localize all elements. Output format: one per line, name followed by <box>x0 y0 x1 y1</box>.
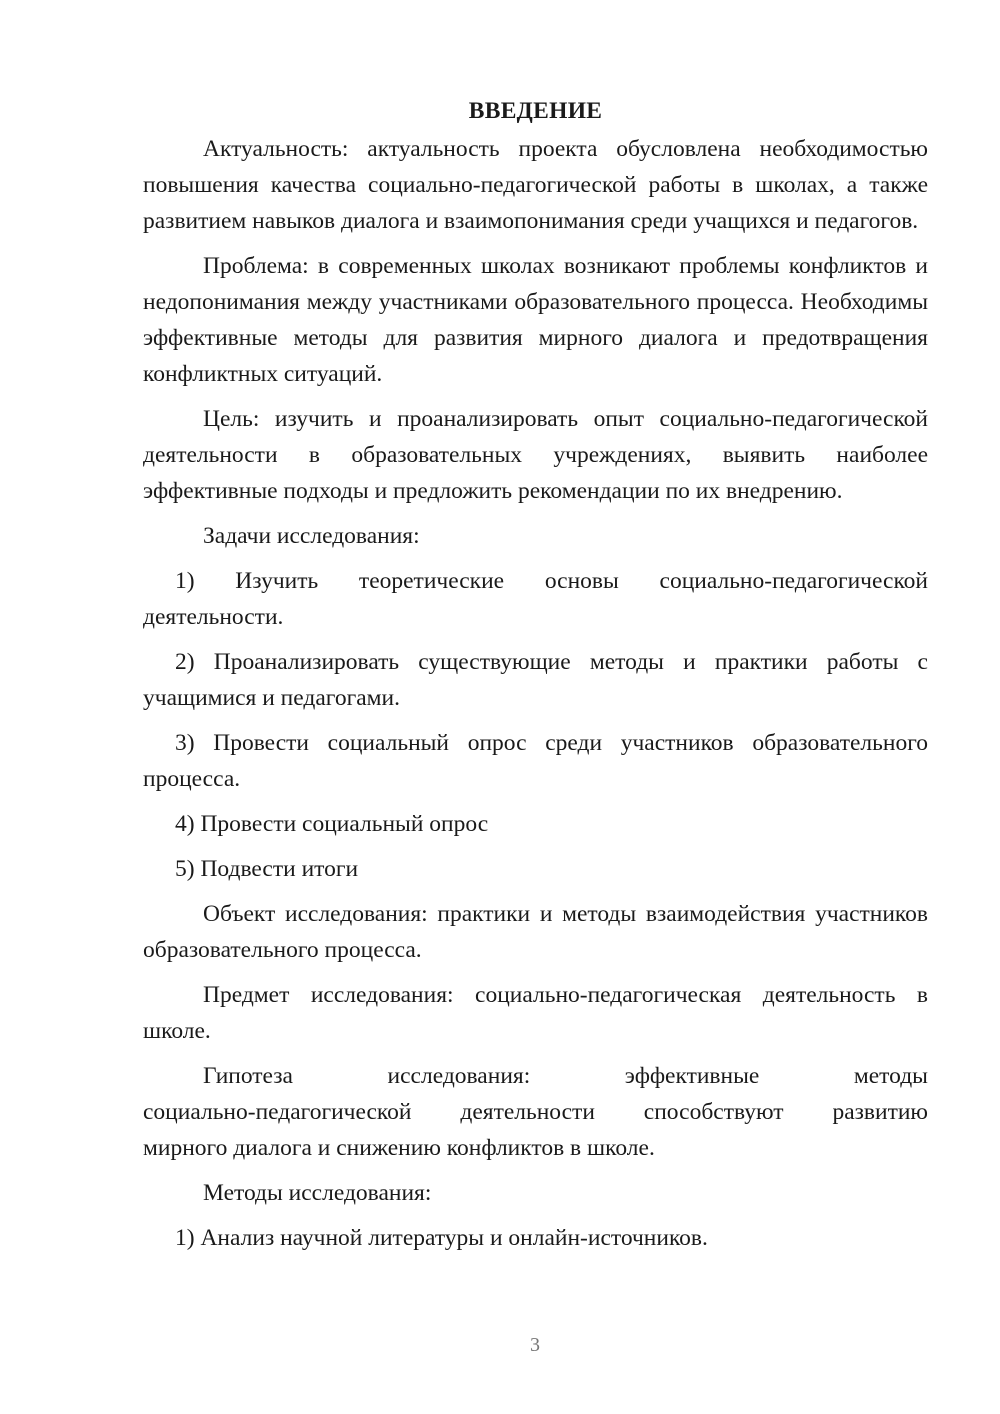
task-item-3: 3) Провести социальный опрос среди участников образовательного процесса. <box>143 730 928 792</box>
hypothesis-line-2 <box>143 1094 928 1130</box>
object-paragraph: Объект исследования: практики и методы взаимодействия участников образовательного процесса. <box>143 901 928 963</box>
hypothesis-word: развитию <box>832 1099 928 1125</box>
hypothesis-word: деятельности <box>460 1099 595 1125</box>
hypothesis-word: социально-педагогической <box>143 1099 412 1125</box>
hypothesis-word: методы <box>853 1063 928 1089</box>
goal-paragraph: Цель: изучить и проанализировать опыт социально-педагогической деятельности в образовательных учреждениях, выявить наиболее эффективные подходы и предложить рекомендации по их внедрению. <box>143 406 928 504</box>
section-title: ВВЕДЕНИЕ <box>468 98 603 124</box>
task-item-4: 4) Провести социальный опрос <box>175 811 489 837</box>
problem-paragraph: Проблема: в современных школах возникают проблемы конфликтов и недопонимания между участниками образовательного процесса. Необходимы эффективные методы для развития мирного диалога и предотвращения конфликтных ситуаций. <box>143 253 928 387</box>
hypothesis-word: способствуют <box>643 1099 784 1125</box>
hypothesis-line-3: мирного диалога и снижению конфликтов в школе. <box>143 1135 655 1161</box>
hypothesis-paragraph <box>143 1058 928 1166</box>
methods-heading: Методы исследования: <box>203 1180 432 1206</box>
document-page <box>143 95 928 1265</box>
hypothesis-line-1 <box>143 1058 928 1094</box>
relevance-paragraph: Актуальность: актуальность проекта обусловлена необходимостью повышения качества социально-педагогической работы в школах, а также развитием навыков диалога и взаимопонимания среди учащихся и педагогов. <box>143 136 928 234</box>
tasks-heading: Задачи исследования: <box>203 523 420 549</box>
page-number: 3 <box>530 1334 540 1356</box>
method-item-1: 1) Анализ научной литературы и онлайн-источников. <box>175 1225 708 1251</box>
subject-paragraph: Предмет исследования: социально-педагогическая деятельность в школе. <box>143 982 928 1044</box>
hypothesis-word: эффективные <box>624 1063 760 1089</box>
task-item-5: 5) Подвести итоги <box>175 856 359 882</box>
task-item-2: 2) Проанализировать существующие методы и практики работы с учащимися и педагогами. <box>143 649 928 711</box>
task-item-1: 1) Изучить теоретические основы социально-педагогической деятельности. <box>143 568 928 630</box>
hypothesis-word: исследования: <box>387 1063 531 1089</box>
hypothesis-word: Гипотеза <box>203 1063 293 1089</box>
